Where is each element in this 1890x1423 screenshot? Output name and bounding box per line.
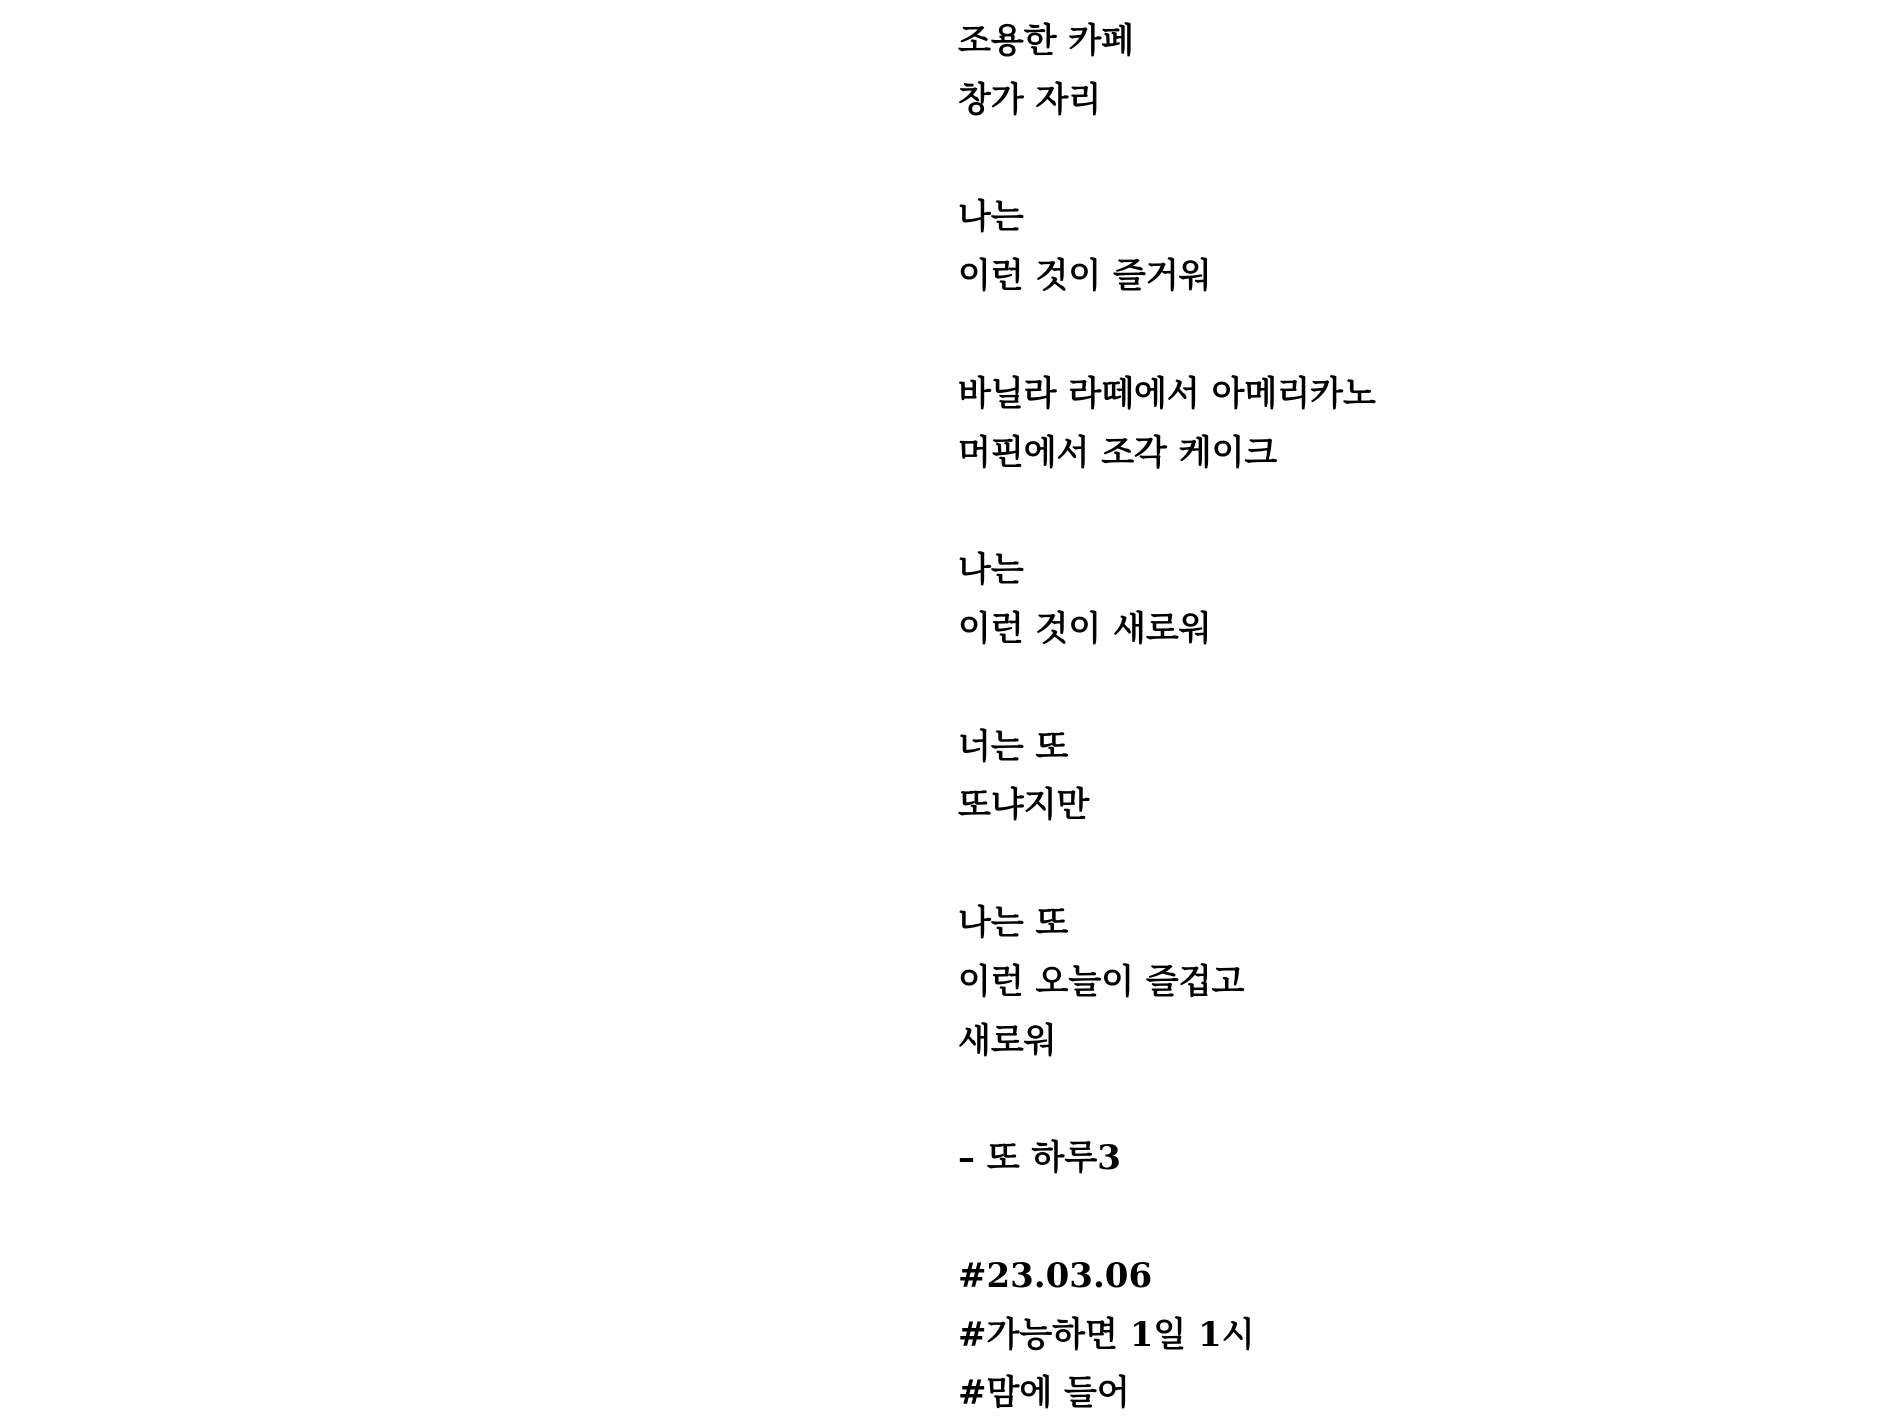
stanza-2 — [958, 188, 1838, 306]
poem-line: 나는 또 — [958, 902, 1069, 943]
stanza-gap — [958, 1070, 1838, 1129]
hashtag-list — [958, 1247, 1838, 1423]
hashtag: #가능하면 1일 1시 — [958, 1314, 1255, 1355]
poem-signature: – 또 하루3 — [958, 1138, 1121, 1179]
stanza-6 — [958, 894, 1838, 1070]
stanza-gap — [958, 130, 1838, 189]
hashtag: #맘에 들어 — [958, 1373, 1130, 1414]
stanza-4 — [958, 541, 1838, 659]
stanza-gap — [958, 835, 1838, 894]
stanza-1 — [958, 12, 1838, 130]
poem-text — [958, 12, 1838, 1423]
poem-line: 머핀에서 조각 케이크 — [958, 432, 1278, 473]
stanza-gap — [958, 482, 1838, 541]
poem-line: 이런 것이 새로워 — [958, 608, 1212, 649]
stanza-gap — [958, 1188, 1838, 1247]
poem-line: 새로워 — [958, 1020, 1057, 1061]
poem-line: 나는 — [958, 197, 1024, 238]
poem-line: 나는 — [958, 550, 1024, 591]
poem-line: 너는 또 — [958, 726, 1069, 767]
poem-line: 바닐라 라떼에서 아메리카노 — [958, 373, 1376, 414]
hashtag: #23.03.06 — [958, 1255, 1153, 1296]
poem-line: 이런 것이 즐거워 — [958, 256, 1212, 297]
stanza-gap — [958, 306, 1838, 365]
stanza-5 — [958, 718, 1838, 836]
stanza-gap — [958, 659, 1838, 718]
poem-line: 조용한 카페 — [958, 21, 1135, 61]
poem-line: 창가 자리 — [958, 79, 1102, 120]
poem-line: 이런 오늘이 즐겁고 — [958, 961, 1245, 1002]
stanza-3 — [958, 365, 1838, 483]
poem-line: 또냐지만 — [958, 785, 1090, 826]
